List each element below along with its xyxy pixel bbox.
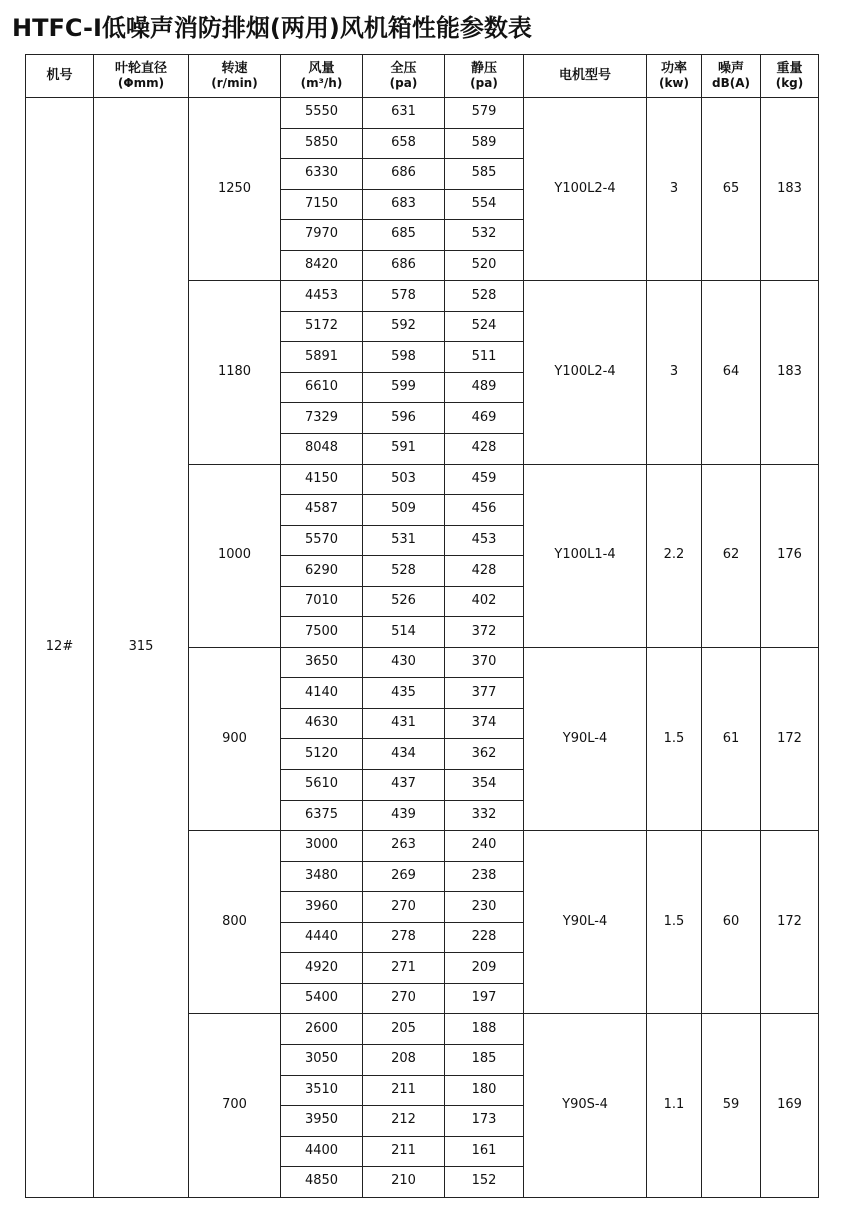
air-flow-cell: 3050 [281, 1044, 363, 1075]
weight-cell: 169 [761, 1014, 819, 1197]
static-pressure-cell: 456 [445, 495, 524, 526]
weight-cell: 172 [761, 647, 819, 830]
air-flow-cell: 5610 [281, 770, 363, 801]
static-pressure-cell: 579 [445, 98, 524, 129]
air-flow-cell: 3480 [281, 861, 363, 892]
header-label: 机号 [46, 67, 73, 83]
total-pressure-cell: 578 [363, 281, 445, 312]
motor-model-cell: Y90L-4 [524, 647, 647, 830]
header-unit: dB(A) [712, 75, 750, 90]
header-air-flow [281, 55, 363, 98]
static-pressure-cell: 161 [445, 1136, 524, 1167]
table-body [26, 98, 819, 1198]
static-pressure-cell: 374 [445, 708, 524, 739]
noise-cell: 59 [702, 1014, 761, 1197]
power-cell: 1.5 [647, 831, 702, 1014]
air-flow-cell: 8420 [281, 250, 363, 281]
total-pressure-cell: 435 [363, 678, 445, 709]
header-impeller-diameter [94, 55, 189, 98]
static-pressure-cell: 532 [445, 220, 524, 251]
total-pressure-cell: 509 [363, 495, 445, 526]
total-pressure-cell: 430 [363, 647, 445, 678]
speed-cell: 700 [189, 1014, 281, 1197]
static-pressure-cell: 372 [445, 617, 524, 648]
page-title: HTFC-Ⅰ低噪声消防排烟(两用)风机箱性能参数表 [12, 14, 532, 42]
total-pressure-cell: 210 [363, 1167, 445, 1198]
power-cell: 3 [647, 281, 702, 464]
header-unit: (kw) [658, 75, 690, 90]
static-pressure-cell: 354 [445, 770, 524, 801]
header-label: 静压 [470, 60, 497, 76]
air-flow-cell: 4440 [281, 922, 363, 953]
total-pressure-cell: 208 [363, 1044, 445, 1075]
total-pressure-cell: 591 [363, 434, 445, 465]
static-pressure-cell: 585 [445, 159, 524, 190]
weight-cell: 183 [761, 281, 819, 464]
speed-cell: 1180 [189, 281, 281, 464]
table-header [26, 55, 819, 98]
total-pressure-cell: 212 [363, 1106, 445, 1137]
static-pressure-cell: 377 [445, 678, 524, 709]
header-unit: (r/min) [211, 75, 258, 90]
total-pressure-cell: 263 [363, 831, 445, 862]
static-pressure-cell: 180 [445, 1075, 524, 1106]
weight-cell: 172 [761, 831, 819, 1014]
speed-cell: 900 [189, 647, 281, 830]
power-cell: 3 [647, 98, 702, 281]
total-pressure-cell: 269 [363, 861, 445, 892]
header-motor-model [524, 55, 647, 98]
speed-cell: 1250 [189, 98, 281, 281]
air-flow-cell: 7970 [281, 220, 363, 251]
header-label: 噪声 [717, 60, 744, 76]
air-flow-cell: 5120 [281, 739, 363, 770]
total-pressure-cell: 271 [363, 953, 445, 984]
air-flow-cell: 4630 [281, 708, 363, 739]
header-label: 功率 [660, 60, 687, 76]
static-pressure-cell: 554 [445, 189, 524, 220]
air-flow-cell: 6375 [281, 800, 363, 831]
static-pressure-cell: 511 [445, 342, 524, 373]
air-flow-cell: 4453 [281, 281, 363, 312]
static-pressure-cell: 230 [445, 892, 524, 923]
total-pressure-cell: 270 [363, 892, 445, 923]
header-speed [189, 55, 281, 98]
total-pressure-cell: 596 [363, 403, 445, 434]
air-flow-cell: 6610 [281, 372, 363, 403]
header-label: 电机型号 [558, 67, 611, 83]
air-flow-cell: 5172 [281, 311, 363, 342]
static-pressure-cell: 428 [445, 556, 524, 587]
weight-cell: 183 [761, 98, 819, 281]
air-flow-cell: 5850 [281, 128, 363, 159]
static-pressure-cell: 520 [445, 250, 524, 281]
air-flow-cell: 5400 [281, 983, 363, 1014]
header-label: 转速 [221, 60, 248, 76]
static-pressure-cell: 528 [445, 281, 524, 312]
header-label: 全压 [390, 60, 417, 76]
header-label: 重量 [776, 60, 803, 76]
total-pressure-cell: 278 [363, 922, 445, 953]
motor-model-cell: Y90S-4 [524, 1014, 647, 1197]
total-pressure-cell: 598 [363, 342, 445, 373]
air-flow-cell: 2600 [281, 1014, 363, 1045]
header-unit: (Φmm) [117, 75, 165, 90]
total-pressure-cell: 592 [363, 311, 445, 342]
total-pressure-cell: 503 [363, 464, 445, 495]
header-noise [702, 55, 761, 98]
static-pressure-cell: 524 [445, 311, 524, 342]
total-pressure-cell: 631 [363, 98, 445, 129]
total-pressure-cell: 599 [363, 372, 445, 403]
static-pressure-cell: 469 [445, 403, 524, 434]
static-pressure-cell: 453 [445, 525, 524, 556]
air-flow-cell: 3510 [281, 1075, 363, 1106]
air-flow-cell: 4587 [281, 495, 363, 526]
power-cell: 1.5 [647, 647, 702, 830]
motor-model-cell: Y100L2-4 [524, 281, 647, 464]
total-pressure-cell: 431 [363, 708, 445, 739]
header-unit: (pa) [470, 75, 498, 90]
air-flow-cell: 5550 [281, 98, 363, 129]
impeller-diameter-cell: 315 [94, 98, 189, 1198]
air-flow-cell: 5891 [281, 342, 363, 373]
noise-cell: 64 [702, 281, 761, 464]
model-no-cell: 12# [26, 98, 94, 1198]
static-pressure-cell: 238 [445, 861, 524, 892]
air-flow-cell: 3650 [281, 647, 363, 678]
motor-model-cell: Y90L-4 [524, 831, 647, 1014]
header-weight [761, 55, 819, 98]
air-flow-cell: 4850 [281, 1167, 363, 1198]
header-label: 叶轮直径 [114, 60, 167, 76]
static-pressure-cell: 459 [445, 464, 524, 495]
total-pressure-cell: 685 [363, 220, 445, 251]
air-flow-cell: 4400 [281, 1136, 363, 1167]
performance-table [25, 54, 819, 1198]
total-pressure-cell: 531 [363, 525, 445, 556]
total-pressure-cell: 686 [363, 159, 445, 190]
total-pressure-cell: 211 [363, 1075, 445, 1106]
header-static-pressure [445, 55, 524, 98]
noise-cell: 61 [702, 647, 761, 830]
air-flow-cell: 7500 [281, 617, 363, 648]
air-flow-cell: 8048 [281, 434, 363, 465]
header-unit: (kg) [775, 75, 804, 90]
header-label: 风量 [308, 60, 335, 76]
total-pressure-cell: 434 [363, 739, 445, 770]
motor-model-cell: Y100L2-4 [524, 98, 647, 281]
static-pressure-cell: 589 [445, 128, 524, 159]
air-flow-cell: 7010 [281, 586, 363, 617]
air-flow-cell: 4140 [281, 678, 363, 709]
weight-cell: 176 [761, 464, 819, 647]
air-flow-cell: 6330 [281, 159, 363, 190]
static-pressure-cell: 185 [445, 1044, 524, 1075]
power-cell: 1.1 [647, 1014, 702, 1197]
air-flow-cell: 5570 [281, 525, 363, 556]
air-flow-cell: 4150 [281, 464, 363, 495]
static-pressure-cell: 197 [445, 983, 524, 1014]
static-pressure-cell: 240 [445, 831, 524, 862]
total-pressure-cell: 439 [363, 800, 445, 831]
air-flow-cell: 3950 [281, 1106, 363, 1137]
header-total-pressure [363, 55, 445, 98]
total-pressure-cell: 437 [363, 770, 445, 801]
total-pressure-cell: 683 [363, 189, 445, 220]
total-pressure-cell: 658 [363, 128, 445, 159]
air-flow-cell: 4920 [281, 953, 363, 984]
static-pressure-cell: 428 [445, 434, 524, 465]
noise-cell: 60 [702, 831, 761, 1014]
speed-cell: 1000 [189, 464, 281, 647]
air-flow-cell: 7329 [281, 403, 363, 434]
static-pressure-cell: 402 [445, 586, 524, 617]
header-power [647, 55, 702, 98]
noise-cell: 65 [702, 98, 761, 281]
static-pressure-cell: 173 [445, 1106, 524, 1137]
static-pressure-cell: 332 [445, 800, 524, 831]
static-pressure-cell: 362 [445, 739, 524, 770]
static-pressure-cell: 489 [445, 372, 524, 403]
header-row [26, 55, 819, 98]
total-pressure-cell: 270 [363, 983, 445, 1014]
header-model-no [26, 55, 94, 98]
static-pressure-cell: 370 [445, 647, 524, 678]
total-pressure-cell: 528 [363, 556, 445, 587]
header-unit: (pa) [389, 75, 418, 90]
total-pressure-cell: 514 [363, 617, 445, 648]
total-pressure-cell: 526 [363, 586, 445, 617]
static-pressure-cell: 152 [445, 1167, 524, 1198]
noise-cell: 62 [702, 464, 761, 647]
speed-cell: 800 [189, 831, 281, 1014]
total-pressure-cell: 211 [363, 1136, 445, 1167]
static-pressure-cell: 228 [445, 922, 524, 953]
static-pressure-cell: 188 [445, 1014, 524, 1045]
air-flow-cell: 3000 [281, 831, 363, 862]
total-pressure-cell: 205 [363, 1014, 445, 1045]
total-pressure-cell: 686 [363, 250, 445, 281]
air-flow-cell: 7150 [281, 189, 363, 220]
air-flow-cell: 3960 [281, 892, 363, 923]
header-unit: (m³/h) [300, 75, 343, 90]
motor-model-cell: Y100L1-4 [524, 464, 647, 647]
power-cell: 2.2 [647, 464, 702, 647]
air-flow-cell: 6290 [281, 556, 363, 587]
table-row [26, 98, 819, 129]
static-pressure-cell: 209 [445, 953, 524, 984]
